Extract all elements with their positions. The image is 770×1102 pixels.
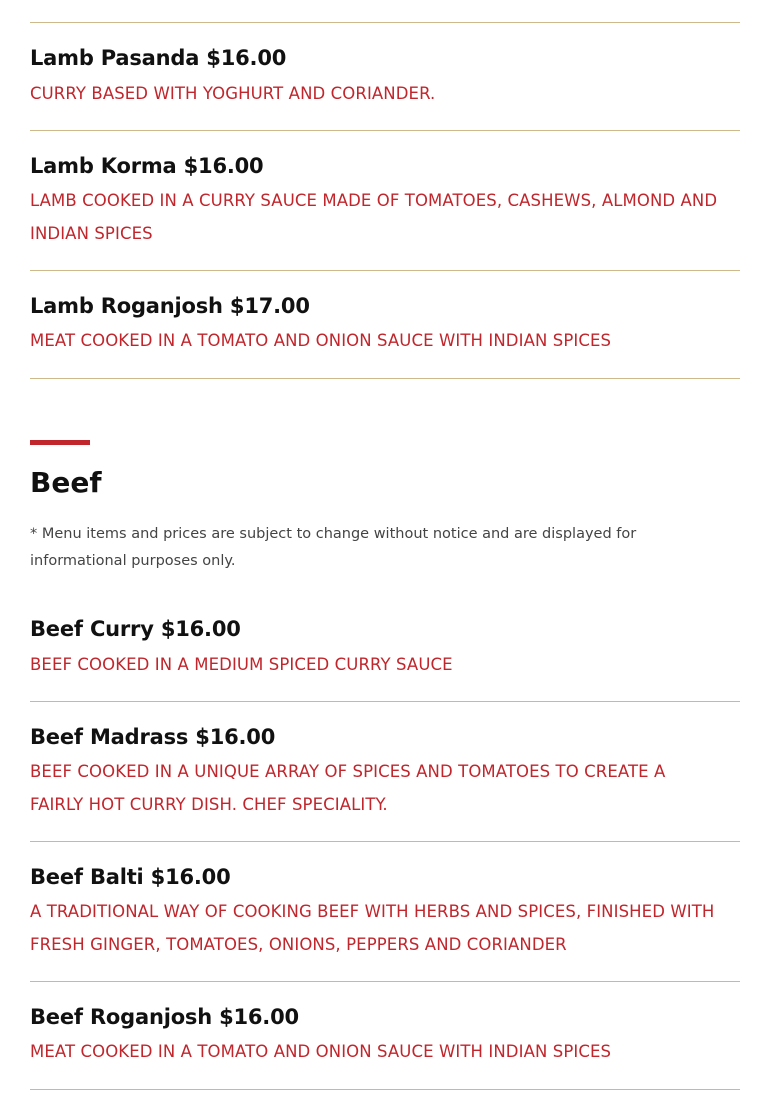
price-disclaimer-note: * Menu items and prices are subject to change without notice and are displayed for informational purposes only. [30,526,637,569]
menu-item-description: BEEF COOKED IN A MEDIUM SPICED CURRY SAUCE [30,655,453,674]
divider [30,1089,740,1090]
menu-item-description: LAMB COOKED IN A CURRY SAUCE MADE OF TOMATOES, CASHEWS, ALMOND AND INDIAN SPICES [30,191,718,243]
menu-item-title: Beef Roganjosh $16.00 [30,1005,299,1029]
divider [30,130,740,131]
menu-item-title: Lamb Roganjosh $17.00 [30,294,310,318]
divider [30,270,740,271]
divider [30,378,740,379]
menu-item-description: BEEF COOKED IN A UNIQUE ARRAY OF SPICES AND TOMATOES TO CREATE A FAIRLY HOT CURRY DISH. CHEF SPECIALITY. [30,762,666,814]
menu-item-title: Beef Curry $16.00 [30,617,241,641]
menu-item-description: CURRY BASED WITH YOGHURT AND CORIANDER. [30,84,436,103]
menu-item-title: Lamb Pasanda $16.00 [30,46,287,70]
divider [30,841,740,842]
menu-item-title: Beef Madrass $16.00 [30,725,276,749]
menu-item-description: MEAT COOKED IN A TOMATO AND ONION SAUCE WITH INDIAN SPICES [30,331,612,350]
divider [30,701,740,702]
menu-item-title: Beef Balti $16.00 [30,865,231,889]
section-accent-bar [30,440,90,445]
menu-item-description: A TRADITIONAL WAY OF COOKING BEEF WITH HERBS AND SPICES, FINISHED WITH FRESH GINGER, TOMATOES, ONIONS, PEPPERS AND CORIANDER [30,902,715,954]
menu-item-title: Lamb Korma $16.00 [30,154,264,178]
menu-item-description: MEAT COOKED IN A TOMATO AND ONION SAUCE WITH INDIAN SPICES [30,1042,612,1061]
divider [30,981,740,982]
divider [30,22,740,23]
section-title: Beef [30,466,102,499]
